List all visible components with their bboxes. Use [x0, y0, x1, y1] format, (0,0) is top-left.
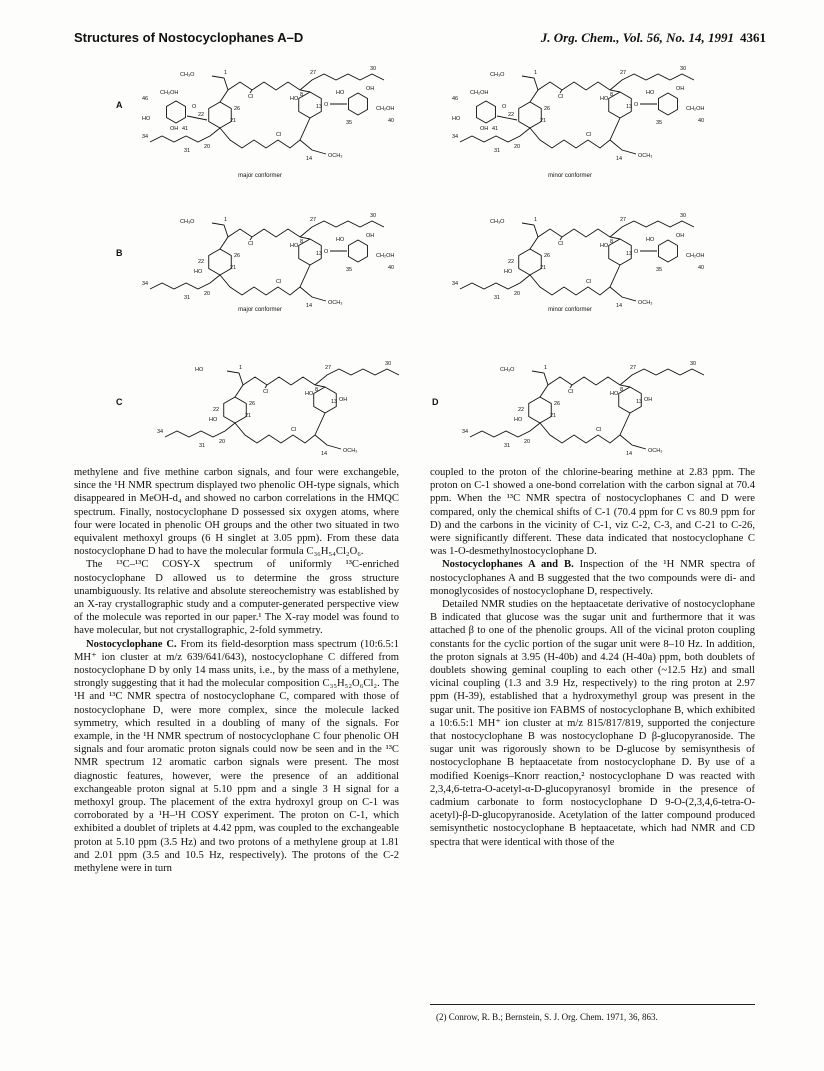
- atom-number: 41: [182, 126, 189, 132]
- atom-number: 31: [184, 295, 191, 301]
- running-header-journal: [541, 30, 766, 46]
- atom-number: 46: [452, 96, 459, 102]
- hydroxyl-label: HO: [610, 391, 619, 397]
- structure: [450, 60, 740, 170]
- panel-label-b: B: [116, 248, 123, 258]
- atom-number: 22: [198, 259, 205, 265]
- chlorine-label: Cl: [276, 132, 282, 138]
- atom-number: 35: [656, 120, 663, 126]
- chlorine-label: Cl: [586, 132, 592, 138]
- aromatic-ring: [519, 102, 542, 128]
- atom-number: 26: [249, 401, 256, 407]
- left-phenol-label: HO: [504, 269, 513, 275]
- sugar-hydroxyl: HO: [142, 116, 151, 122]
- paragraph: Nostocyclophanes A and B. Inspection of the ¹H NMR spectra of nostocyclophanes A and B suggested that the two compounds were di- and monoglycosides of nostocyclophane D, respectively.: [430, 559, 755, 597]
- structures-figure: [60, 55, 764, 460]
- glucose-ring: [658, 240, 677, 262]
- page-number: 4361: [740, 30, 766, 45]
- atom-number: 20: [514, 144, 521, 150]
- atom-number: 31: [504, 443, 511, 449]
- atom-number: 30: [680, 66, 687, 72]
- atom-number: 27: [620, 70, 627, 76]
- aromatic-ring: [519, 249, 542, 275]
- atom-number: 20: [204, 144, 211, 150]
- glucose-ring: [476, 101, 495, 123]
- atom-number: 27: [325, 365, 332, 371]
- paragraph: Detailed NMR studies on the heptaacetate derivative of nostocyclophane B indicated that glucose was the sugar unit and furthermore that it was attached β to one of the phenolic groups. All of the vicinal proton coupling constants for the cyclic portion of the sugar unit were 8–10 Hz. In addition, the proton signals at 3.95 (H-40b) and 4.24 (H-40a) ppm, both doublets of doublets showing geminal coupling to each other (~12.5 Hz) and small vicinal coupling (1.3 and 3.9 Hz, respectively) to the ring proton at 2.97 ppm (H-39), established that a hydroxymethyl group was present in the sugar unit. The positive ion FABMS of nostocyclophane B, which exhibited a 10:6.5:1 MH⁺ ion cluster at m/z 815/817/819, supported the conjecture that nostocyclophane B was nostocyclophane D β-glucopyranoside. The sugar unit was rigorously shown to be D-glucose by semisynthesis of nostocyclophane B heptaacetate from nostocyclophane D. By use of a modified Koenigs–Knorr reaction,² nostocyclophane D was reacted with 2,3,4,6-tetra-O-acetyl-α-D-glucopyranosyl bromide in the presence of cadmium carbonate to form nostocyclophane D 9-O-(2,3,4,6-tetra-O-acetyl)-β-D-glucopyranoside. Acetylation of the latter compound produced semisynthetic nostocyclophane B heptaacetate, which had NMR and CD spectra that were identical with those of the: [430, 599, 755, 848]
- methoxy-label: OCH₃: [638, 153, 653, 159]
- glucose-ring: [348, 93, 367, 115]
- atom-number: 8: [315, 387, 319, 393]
- structure: [140, 60, 430, 170]
- atom-number: 30: [690, 361, 697, 367]
- chlorine-label: Cl: [248, 241, 254, 247]
- atom-number: 21: [245, 413, 252, 419]
- methoxy-label: OCH₃: [638, 300, 653, 306]
- chlorine-label: Cl: [586, 279, 592, 285]
- sugar-hydroxyl: OH: [676, 86, 685, 92]
- top-left-substituent: HO: [195, 367, 204, 373]
- structure-drawing: [460, 355, 750, 465]
- sugar-hydroxymethyl: CH₂OH: [376, 106, 395, 112]
- sugar-hydroxymethyl: CH₂OH: [470, 90, 489, 96]
- atom-number: 31: [184, 148, 191, 154]
- atom-number: 34: [142, 281, 149, 287]
- caption-b-minor: minor conformer: [548, 307, 592, 313]
- atom-number: 26: [234, 106, 241, 112]
- atom-number: 8: [610, 239, 614, 245]
- atom-number: 14: [616, 303, 623, 309]
- methoxy-label: OCH₃: [648, 448, 663, 454]
- chlorine-label: Cl: [568, 389, 574, 395]
- atom-number: 20: [204, 291, 211, 297]
- atom-number: 27: [620, 217, 627, 223]
- atom-number: 8: [610, 92, 614, 98]
- methoxy-label: OCH₃: [328, 153, 343, 159]
- atom-number: 26: [234, 253, 241, 259]
- sugar-hydroxyl: OH: [366, 233, 375, 239]
- hydroxyl-label: HO: [305, 391, 314, 397]
- footnote: (2) Conrow, R. B.; Bernstein, S. J. Org. Chem. 1971, 36, 863.: [436, 1012, 658, 1022]
- paragraph: The ¹³C–¹³C COSY-X spectrum of uniformly ¹³C-enriched nostocyclophane D allowed us to determine the gross structure unambiguously. Its relative and absolute stereochemistry was established by an X-ray crystallographic study and a computer-generated perspective view of the molecule was reported in our paper.¹ The X-ray model was found to have molecular, but not crystallographic, 2-fold symmetry.: [74, 559, 399, 637]
- atom-number: 27: [310, 217, 317, 223]
- atom-number: 40: [698, 118, 705, 124]
- section-lead: Nostocyclophanes A and B.: [442, 559, 574, 571]
- sugar-hydroxyl: HO: [646, 90, 655, 96]
- atom-number: 35: [346, 267, 353, 273]
- section-lead: Nostocyclophane C.: [86, 638, 177, 650]
- atom-number: 34: [462, 429, 469, 435]
- right-phenol-label: O: [634, 102, 639, 108]
- atom-number: 1: [534, 70, 538, 76]
- atom-number: 30: [370, 66, 377, 72]
- aromatic-ring: [209, 249, 232, 275]
- atom-number: 27: [310, 70, 317, 76]
- sugar-hydroxyl: OH: [480, 126, 489, 132]
- right-phenol-label: O: [634, 249, 639, 255]
- aromatic-ring: [209, 102, 232, 128]
- footnote-rule: [430, 1004, 755, 1005]
- atom-number: 13: [626, 104, 633, 110]
- atom-number: 13: [316, 104, 323, 110]
- structure-drawing: [140, 60, 430, 170]
- atom-number: 1: [534, 217, 538, 223]
- atom-number: 21: [550, 413, 557, 419]
- atom-number: 30: [680, 213, 687, 219]
- atom-number: 40: [698, 265, 705, 271]
- journal-citation: J. Org. Chem., Vol. 56, No. 14, 1991: [540, 30, 734, 45]
- right-phenol-label: OH: [644, 397, 653, 403]
- atom-number: 13: [331, 399, 338, 405]
- atom-number: 22: [198, 112, 205, 118]
- top-left-substituent: CH₃O: [180, 219, 195, 225]
- chlorine-label: Cl: [276, 279, 282, 285]
- atom-number: 31: [199, 443, 206, 449]
- hydroxyl-label: HO: [290, 96, 299, 102]
- atom-number: 20: [219, 439, 226, 445]
- panel-label-a: A: [116, 100, 123, 110]
- atom-number: 13: [636, 399, 643, 405]
- glycosidic-oxygen: O: [192, 104, 197, 110]
- left-phenol-label: HO: [194, 269, 203, 275]
- atom-number: 34: [157, 429, 164, 435]
- sugar-hydroxyl: HO: [452, 116, 461, 122]
- atom-number: 1: [544, 365, 548, 371]
- chlorine-label: Cl: [558, 94, 564, 100]
- panel-label-d: D: [432, 397, 439, 407]
- atom-number: 8: [620, 387, 624, 393]
- top-left-substituent: CH₃O: [180, 72, 195, 78]
- paragraph: coupled to the proton of the chlorine-bearing methine at 2.83 ppm. The proton on C-1 showed a one-bond correlation with the carbon signal at 70.4 ppm. When the ¹³C NMR spectra of nostocyclophanes C and D were compared, only the chemical shifts of C-1 (70.4 ppm for C vs 80.9 ppm for D) and the carbons in the vicinity of C-1, viz C-2, C-3, and C-21 to C-26, were significantly different. These data indicated that nostocyclophane C was 1-O-desmethylnostocyclophane D.: [430, 467, 755, 558]
- sugar-hydroxyl: OH: [676, 233, 685, 239]
- structure-drawing: [140, 207, 430, 317]
- atom-number: 22: [508, 259, 515, 265]
- atom-number: 20: [524, 439, 531, 445]
- atom-number: 34: [452, 134, 459, 140]
- sugar-hydroxyl: HO: [336, 237, 345, 243]
- atom-number: 46: [142, 96, 149, 102]
- right-phenol-label: OH: [339, 397, 348, 403]
- sugar-hydroxymethyl: CH₂OH: [686, 106, 705, 112]
- caption-a-major: major conformer: [238, 173, 282, 179]
- running-header-title: Structures of Nostocyclophanes A–D: [74, 30, 304, 45]
- sugar-hydroxyl: HO: [336, 90, 345, 96]
- atom-number: 21: [540, 118, 547, 124]
- right-phenol-label: O: [324, 102, 329, 108]
- atom-number: 31: [494, 148, 501, 154]
- structure: [450, 207, 740, 317]
- atom-number: 14: [306, 303, 313, 309]
- chlorine-label: Cl: [248, 94, 254, 100]
- sugar-hydroxyl: HO: [646, 237, 655, 243]
- atom-number: 35: [656, 267, 663, 273]
- top-left-substituent: CH₃O: [490, 219, 505, 225]
- structure-drawing: [155, 355, 445, 465]
- atom-number: 26: [554, 401, 561, 407]
- glucose-ring: [166, 101, 185, 123]
- structure-drawing: [450, 207, 740, 317]
- panel-label-c: C: [116, 397, 123, 407]
- atom-number: 21: [540, 265, 547, 271]
- atom-number: 30: [370, 213, 377, 219]
- sugar-hydroxyl: OH: [170, 126, 179, 132]
- chlorine-label: Cl: [291, 427, 297, 433]
- caption-a-minor: minor conformer: [548, 173, 592, 179]
- aromatic-ring: [529, 397, 552, 423]
- atom-number: 14: [616, 156, 623, 162]
- atom-number: 40: [388, 118, 395, 124]
- atom-number: 27: [630, 365, 637, 371]
- atom-number: 13: [626, 251, 633, 257]
- atom-number: 14: [306, 156, 313, 162]
- atom-number: 13: [316, 251, 323, 257]
- atom-number: 34: [142, 134, 149, 140]
- atom-number: 14: [321, 451, 328, 457]
- hydroxyl-label: HO: [600, 96, 609, 102]
- atom-number: 41: [492, 126, 499, 132]
- structure: [460, 355, 750, 465]
- paragraph: methylene and five methine carbon signals, and four were exchangeble, since the ¹H NMR spectrum displayed two phenolic OH-type signals, which disappeared in MeOH-d₄ and showed no carbon correlations in the HMQC spectrum. Finally, nostocyclophane D possessed six oxygen atoms, where four were located in phenolic OH groups and the other two situated in two equivalent methoxyl groups (6 H singlet at 3.05 ppm). From these data nostocyclophane D had to have the molecular formula C₃₆H₅₄Cl₂O₆.: [74, 467, 399, 558]
- atom-number: 1: [224, 217, 228, 223]
- atom-number: 14: [626, 451, 633, 457]
- right-phenol-label: O: [324, 249, 329, 255]
- left-phenol-label: HO: [514, 417, 523, 423]
- atom-number: 40: [388, 265, 395, 271]
- chlorine-label: Cl: [263, 389, 269, 395]
- top-left-substituent: CH₃O: [500, 367, 515, 373]
- atom-number: 30: [385, 361, 392, 367]
- glucose-ring: [348, 240, 367, 262]
- atom-number: 26: [544, 253, 551, 259]
- atom-number: 34: [452, 281, 459, 287]
- atom-number: 22: [508, 112, 515, 118]
- structure: [140, 207, 430, 317]
- glycosidic-oxygen: O: [502, 104, 507, 110]
- atom-number: 26: [544, 106, 551, 112]
- atom-number: 1: [224, 70, 228, 76]
- atom-number: 22: [518, 407, 525, 413]
- hydroxyl-label: HO: [290, 243, 299, 249]
- atom-number: 22: [213, 407, 220, 413]
- left-phenol-label: HO: [209, 417, 218, 423]
- right-column: [430, 466, 755, 849]
- atom-number: 8: [300, 239, 304, 245]
- atom-number: 1: [239, 365, 243, 371]
- aromatic-ring: [224, 397, 247, 423]
- atom-number: 8: [300, 92, 304, 98]
- atom-number: 35: [346, 120, 353, 126]
- sugar-hydroxymethyl: CH₂OH: [686, 253, 705, 259]
- atom-number: 20: [514, 291, 521, 297]
- sugar-hydroxymethyl: CH₂OH: [376, 253, 395, 259]
- structure: [155, 355, 445, 465]
- methoxy-label: OCH₃: [328, 300, 343, 306]
- hydroxyl-label: HO: [600, 243, 609, 249]
- glucose-ring: [658, 93, 677, 115]
- caption-b-major: major conformer: [238, 307, 282, 313]
- chlorine-label: Cl: [596, 427, 602, 433]
- atom-number: 21: [230, 118, 237, 124]
- sugar-hydroxyl: OH: [366, 86, 375, 92]
- top-left-substituent: CH₃O: [490, 72, 505, 78]
- atom-number: 21: [230, 265, 237, 271]
- left-column: [74, 466, 399, 875]
- paragraph: Nostocyclophane C. From its field-desorption mass spectrum (10:6.5:1 MH⁺ ion cluster at m/z 639/641/643), nostocyclophane C differed from nostocyclophane D by only 14 mass units, i.e., by the mass of a methylene, strongly suggesting that it had the molecular composition C₃₅H₅₂O₆Cl₂. The ¹H and ¹³C NMR spectra of nostocyclophane C, compared with those of nostocyclophane D, were more complex, since the molecule lacked symmetry, which resulted in a doubling of many of the signals. For example, in the ¹H NMR spectrum of nostocyclophane C four phenolic OH signals and four aromatic proton signals could now be seen and in the ¹³C NMR spectrum 12 aromatic carbon signals were present. The most diagnostic features, however, were the presence of an additional exchangeable proton signal at 5.10 ppm and a single 3 H signal for a methoxyl group. The placement of the extra hydroxyl group on C-1 was corroborated by a ¹H–¹H COSY experiment. The proton on C-1, which exhibited a doublet of triplets at 4.42 ppm, was coupled to the exchangeable proton at 5.10 ppm (3.5 Hz) and two protons of a methylene group at 1.81 and 2.01 ppm (3.5 and 10.5 Hz, respectively). The protons of the C-2 methylene were in turn: [74, 638, 399, 875]
- sugar-hydroxymethyl: CH₂OH: [160, 90, 179, 96]
- atom-number: 31: [494, 295, 501, 301]
- methoxy-label: OCH₃: [343, 448, 358, 454]
- structure-drawing: [450, 60, 740, 170]
- chlorine-label: Cl: [558, 241, 564, 247]
